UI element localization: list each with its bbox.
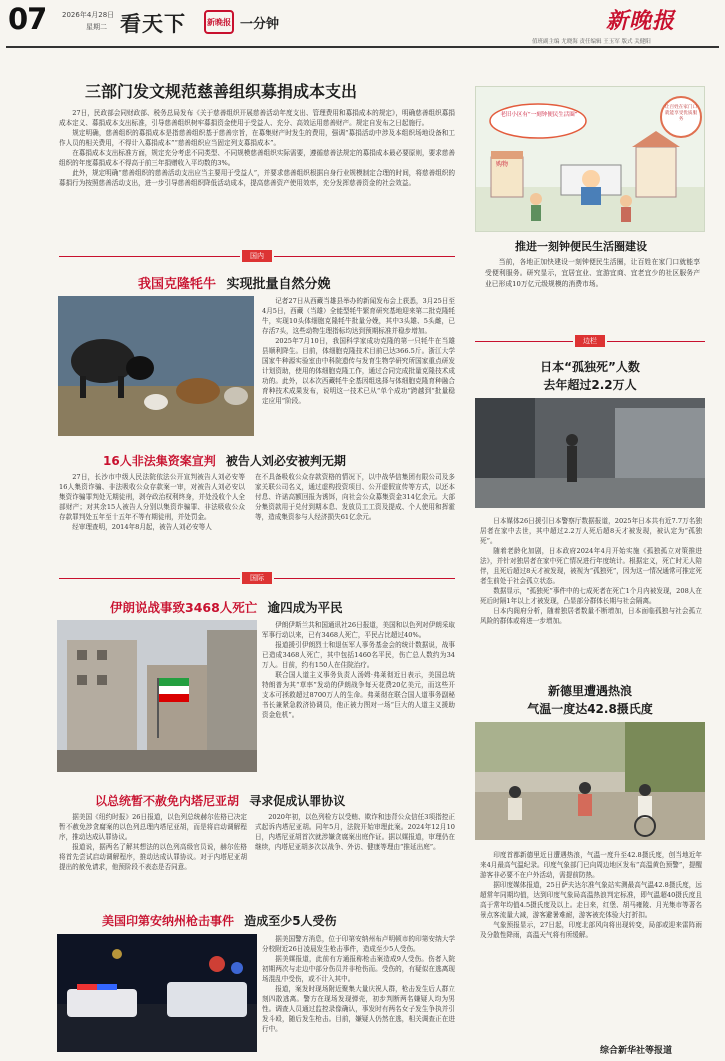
us-shooting-article-body <box>262 934 455 1034</box>
israel-paragraph-3: 2020年初，以色列检方以受贿、欺诈和违背公众信任3项指控正式起诉内塔尼亚胡。同年5月，法院开始审理此案。2024年12月10日，内塔尼亚胡首次就涉嫌贪腐案出庭作证。据以媒报道，审理仍在继续，内塔尼亚胡多次以战争、外访、健康等理由“推延出庭”。 <box>255 813 455 851</box>
lead-paragraph-2: 规定明确，慈善组织的募捐成本是指慈善组织基于慈善宗旨，在募集财产时发生的费用，强调“募捐活动中涉及本组织场地设备和工作人员的相关费用，不得计入募捐成本”“慈善组织应当固定列支募捐成本”。 <box>59 129 455 147</box>
category-tag-sidebar: 边栏 <box>575 335 605 347</box>
yak-headline-part2: 实现批量自然分娩 <box>226 277 331 292</box>
israel-article-right <box>255 812 455 852</box>
israel-headline-part1: 以总统暂不赦免内塔尼亚胡 <box>95 794 240 808</box>
domestic-category-bar <box>59 249 455 263</box>
newspaper-seal <box>204 10 234 34</box>
israel-headline <box>95 792 345 809</box>
footer-source: 综合新华社等报道 <box>600 1046 673 1056</box>
yak-photo-art <box>58 296 254 436</box>
india-headline-line2: 气温一度达42.8摄氏度 <box>527 702 653 716</box>
yak-headline-part1: 我国克隆牦牛 <box>138 277 217 292</box>
india-paragraph-3: 气象预报显示，27日起，印度北部风向将出现转变，局部或迎来雷阵雨及分散性降雨，高温天气将有所缓解。 <box>480 921 702 939</box>
fraud-paragraph-2: 经审理查明，2014年8月起，被告人刘必安等人 <box>72 523 212 531</box>
iran-photo-art <box>57 620 257 772</box>
yak-paragraph-1: 记者27日从西藏当雄县举办的新闻发布会上获悉，3月25日至4月5日，西藏（当雄）全能型牦牛繁育研究基地迎来第二批克隆牦牛，实现10头体细胞克隆牦牛批量分娩，其中3头雄、5头雌，已存活7头，这些动物生理指标均达到预期标准并稳步增加。 <box>262 297 456 335</box>
masthead-rule <box>6 46 719 48</box>
us-shooting-headline <box>102 912 337 929</box>
us-shooting-headline-part1: 美国印第安纳州枪击事件 <box>102 914 235 928</box>
lead-headline: 三部门发文规范慈善组织募捐成本支出 <box>85 82 358 101</box>
japan-headline-line1: 日本“孤独死”人数 <box>540 360 640 374</box>
lead-article-body <box>59 108 455 188</box>
column-title: 一分钟 <box>240 17 280 32</box>
category-tag-international: 国际 <box>242 572 272 584</box>
fraud-headline-part2: 被告人刘必安被判无期 <box>225 454 346 468</box>
japan-photo <box>475 398 705 508</box>
sidebar-caption-title: 推进一刻钟便民生活圈建设 <box>515 240 647 253</box>
category-rule-right <box>274 256 455 257</box>
international-category-bar <box>59 571 455 585</box>
us-shooting-headline-part2: 造成至少5人受伤 <box>244 914 337 928</box>
india-photo <box>475 722 705 840</box>
sidebar-category-bar <box>475 334 705 348</box>
community-illustration <box>475 86 705 232</box>
iran-headline-part2: 逾四成为平民 <box>267 600 343 615</box>
sidebar-caption-text: 当前，各地正加快建设一刻钟便民生活圈，让百姓在家门口就能享受便利服务。研究显示，宜居宜业、宜游宜商、宜老宜少的社区服务产业已形成10万亿元级规模的消费市场。 <box>485 258 700 288</box>
india-photo-art <box>475 722 705 840</box>
japan-paragraph-3: 数据显示，“孤独死”事件中的七成死者在死亡1个月内被发现，208人在死后时隔1年以上才被发现，凸显部分群体长期与社会隔离。 <box>480 587 702 605</box>
lead-paragraph-3: 在募捐成本支出标准方面，规定充分考虑不同类型、不同规模慈善组织实际需要，遵循慈善法规定的募捐成本最必要原则，要求慈善组织的年度募捐成本不得高于前三年捐赠收入平均数的3%。 <box>59 149 455 167</box>
israel-headline-part2: 寻求促成认罪协议 <box>249 794 346 808</box>
seal-text: 新晚报 <box>207 17 231 27</box>
india-headline-line1: 新德里遭遇热浪 <box>547 684 632 698</box>
lead-paragraph-1: 27日，民政部会同财政部、税务总局发布《关于慈善组织开展慈善活动年度支出、管理费用和募捐成本的规定》，明确慈善组织募捐成本定义、募捐成本支出标准，引导慈善组织树牢募捐资金使用于受益人、充分、高效运用慈善财产。规定自发布之日起施行。 <box>59 109 455 127</box>
india-paragraph-2: 据印度媒体报道，25日萨夫达尔准气象站实测最高气温42.8摄氏度，远超常年同期均值，达到印度气象局高温热浪判定标准，即气温超40摄氏度且高于常年均值4.5摄氏度及以上。走日来，红堡、胡马雍陵、月光集市等著名景点客流量大减，游客避暑难耐，游客被充体验大打折扣。 <box>480 881 702 919</box>
category-rule-left <box>475 341 573 342</box>
israel-paragraph-1: 据美国《纽约时报》26日报道，以色列总统赫尔佐格已决定暂不赦免涉贪腐案的以色列总理内塔尼亚胡，而是将启动调解程序，推动达成认罪协议。 <box>59 813 247 841</box>
illustration-shop-sign: 购物 <box>496 161 509 168</box>
japan-paragraph-4: 日本内阁府分析，随着独居者数量不断增加，日本面临孤独与社会孤立风险的群体或将进一步增加。 <box>480 607 702 625</box>
iran-headline <box>110 598 343 616</box>
editors-line: 值班副主编 尤晓海 责任编辑 王玉军 版式 关健阳 <box>532 39 651 45</box>
yak-photo <box>58 296 254 436</box>
iran-article-body <box>262 620 455 720</box>
iran-photo <box>57 620 257 772</box>
paper-logo: 新晚报 <box>606 8 676 34</box>
fraud-headline <box>103 452 346 469</box>
us-shooting-photo-art <box>57 934 257 1052</box>
fraud-article-left <box>59 472 245 532</box>
category-rule-right <box>607 341 705 342</box>
us-shooting-photo <box>57 934 257 1052</box>
lead-paragraph-4: 此外，规定明确“慈善组织的慈善活动支出应当主要用于受益人”，并要求慈善组织根据自身行业规模制定合理的时间，将慈善组织的募捐行为按照慈善活动支出，进一步引导慈善组织降低活动成本，提高慈善资产使用效率，充分发挥慈善资金的社会效益。 <box>59 169 455 187</box>
category-tag-domestic: 国内 <box>242 250 272 262</box>
us-shooting-paragraph-3: 报道，案发时现场附近聚集大量庆祝人群，枪击发生后人群立刻四散逃离。警方在现场发现弹壳，初步判断两名嫌疑人均为男性。调查人员通过监控录像确认，事发时有两名女子发生争执并引发斗殴，随后发生枪击。目前，嫌疑人仍然在逃，相关调查正在进行中。 <box>262 985 455 1033</box>
issue-date: 2026年4月28日 <box>62 11 115 19</box>
illustration-sign-left: 老旧小区有“一刻钟便民生活圈” <box>500 112 578 118</box>
iran-paragraph-3: 联合国人道主义事务负责人汤姆·弗莱彻近日表示，美国总统特朗普为其“草率”发动的伊朗战争每天花费20亿美元，而这些开支本可拯救超过8700万人的生命。弗莱彻在联合国人道事务副秘书长兼紧急救济协调员，他正被力图对一场“巨大的人道主义援助资金危机”。 <box>262 671 455 719</box>
masthead <box>0 0 725 48</box>
section-title: 看天下 <box>120 12 186 36</box>
iran-paragraph-2: 报道援引伊朗烈士和退伍军人事务基金会的统计数据说，战事已造成3468人死亡，其中包括1460名平民，伤亡总人数约为34万人。目前，约有150人在住院治疗。 <box>262 641 455 669</box>
illustration-sign-right: 让百姓在家门口就能享受优质服务 <box>664 105 698 122</box>
japan-headline-line2: 去年超过2.2万人 <box>543 378 637 392</box>
israel-paragraph-2: 报道说，据两名了解其想法的以色列高级官员说，赫尔佐格将首先尝试启动调解程序，推动达成认罪协议。对于内塔尼亚胡提出的赦免请求，他预阶段不表态是否同意。 <box>59 843 247 871</box>
israel-article-left <box>59 812 247 872</box>
yak-headline <box>138 273 331 292</box>
japan-photo-art <box>475 398 705 508</box>
iran-headline-part1: 伊朗说战事致3468人死亡 <box>110 600 258 615</box>
yak-article-body <box>262 296 455 406</box>
india-paragraph-1: 印度首都新德里近日遭遇热浪，气温一度升至42.8摄氏度，创当地近年来4月最高气温纪录。印度气象部门已向周边地区发布“高温黄色预警”，提醒游客非必要不在户外活动，需提前防热。 <box>480 851 702 879</box>
fraud-article-right <box>255 472 455 522</box>
category-rule-left <box>59 578 240 579</box>
us-shooting-paragraph-2: 据美媒报道，此前有方通报称枪击案造成9人受伤。伤者入院初期两次与走边中部分伤员并非枪伤而。受伤的，有疑似在逃离现场混乱中受伤，或不计入其中。 <box>262 955 455 983</box>
yak-paragraph-2: 2025年7月10日，我国科学家成功克隆的第一只牦牛在当雄县顺利降生。目前，体细胞克隆技术目前已达366.5斤。浙江大学国家牛种源实验室由中科院遗传与发育生物学研究所国家重点研发计划资助，使用的体细胞克隆工作，通过合同完成批量克隆技术成功的。此外，以本次西藏牦牛全基因组选择与体细胞克隆育种融合育种技术成果发布，说明这一技术已从“单个成功”跨越到“批量稳定应用”阶段。 <box>262 337 455 405</box>
iran-paragraph-1: 伊朗伊斯兰共和国通讯社26日报道，美国和以色列对伊朗采取军事行动以来，已有3468人死亡，平民占比超过40%。 <box>262 621 456 639</box>
fraud-headline-part1: 16人非法集资案宣判 <box>103 454 216 468</box>
india-article-body <box>480 850 702 940</box>
issue-weekday: 星期二 <box>86 23 107 31</box>
category-rule-right <box>274 578 455 579</box>
japan-article-body <box>480 516 702 626</box>
japan-paragraph-1: 日本媒体26日援引日本警察厅数据报道，2025年日本共有近7.7万名独居者在家中去世，其中超过2.2万人死后超8天才被发现，被认定为“孤独死”。 <box>480 517 702 545</box>
us-shooting-paragraph-1: 据美国警方消息，位于印第安纳州布卢明顿市的印第安纳大学分校附近26日凌晨发生枪击事件，造成至少5人受伤。 <box>262 935 455 953</box>
fraud-paragraph-1: 27日，长沙市中级人民法院依法公开宣判被告人刘必安等16人集资诈骗、非法吸收公众存款案一审，对被告人刘必安以集资诈骗罪判处无期徒刑，剥夺政治权利终身，并处没收个人全部财产；对其余15人被告人分别以集资诈骗罪、非法吸收公众存款罪判处五年至十五年不等有期徒刑，并处罚金。 <box>59 473 245 521</box>
category-rule-left <box>59 256 240 257</box>
fraud-paragraph-3: 在不具备吸收公众存款资格的情况下，以中战华信集团有限公司及多家关联公司名义，通过虚构投资项目、公开虚假宣传等方式，以还本付息、许诺高额回报为诱饵，向社会公众募集资金314亿余元。大部分集资款用于兑付到期本息、发放员工工资及提成、个人使用和挥霍等，造成集资参与人经济损失61亿余元。 <box>255 473 455 521</box>
japan-paragraph-2: 随着老龄化加剧，日本政府2024年4月开始实施《孤独孤立对策推进法》，并针对独居者在家中死亡情况进行年度统计。根据定义，死亡时无人陪伴，且死后超过8天才被发现，被视为“孤独死”，因为这一情况通常可推定死者生前处于社会孤立状态。 <box>480 547 702 585</box>
page-number: 07 <box>8 2 47 36</box>
